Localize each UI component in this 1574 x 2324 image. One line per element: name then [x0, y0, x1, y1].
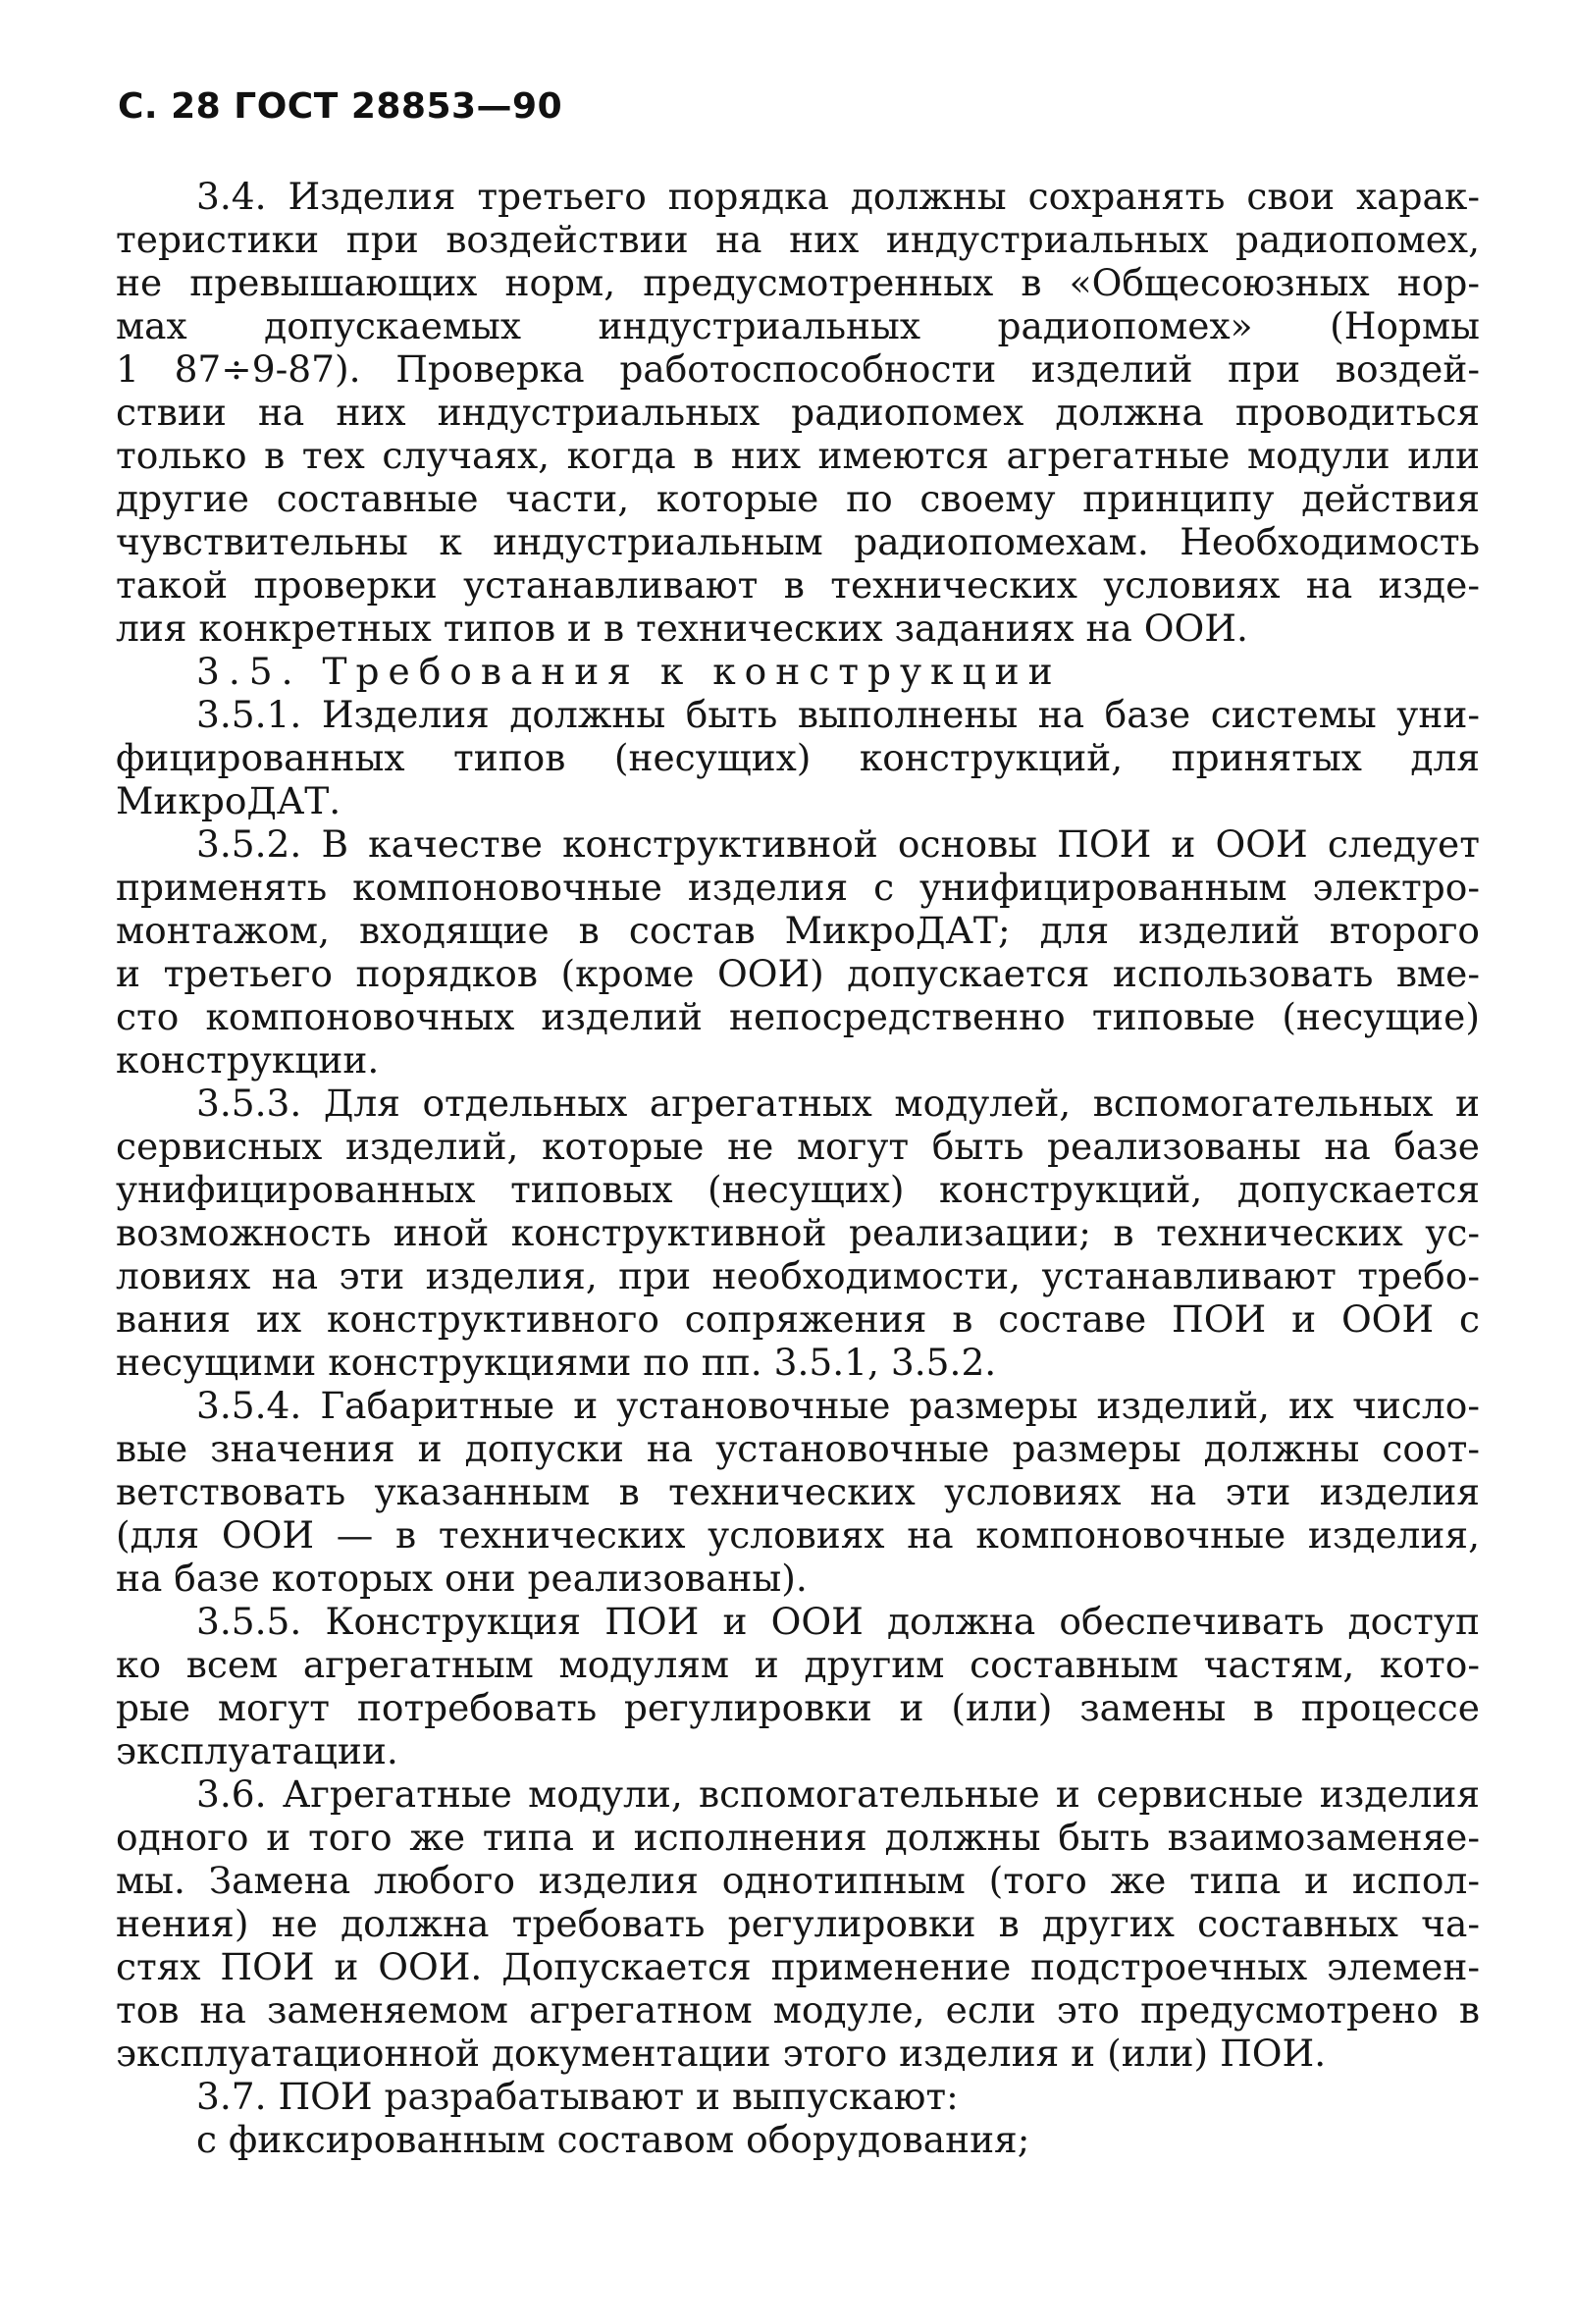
- text-line: только в тех случаях, когда в них имеются агрегатные модули или: [116, 434, 1480, 477]
- text-line: сервисных изделий, которые не могут быть реализованы на базе: [116, 1125, 1480, 1168]
- text-line: ко всем агрегатным модулям и другим составным частям, кото-: [116, 1643, 1480, 1686]
- page-header: С. 28 ГОСТ 28853—90: [118, 86, 563, 127]
- text-line: на базе которых они реализованы).: [116, 1557, 808, 1600]
- text-line: вания их конструктивного сопряжения в составе ПОИ и ООИ с: [116, 1297, 1480, 1341]
- text-line: 3.5.2. В качестве конструктивной основы ПОИ и ООИ следует: [196, 822, 1480, 866]
- text-line: применять компоновочные изделия с унифицированным электро-: [116, 866, 1480, 909]
- text-line: сто компоновочных изделий непосредственно типовые (несущие): [116, 995, 1480, 1038]
- text-line: 3.5.1. Изделия должны быть выполнены на базе системы уни-: [196, 693, 1480, 736]
- text-line: стях ПОИ и ООИ. Допускается применение подстроечных элемен-: [116, 1945, 1480, 1988]
- document-body: [116, 175, 1480, 2161]
- text-line: 3.5.4. Габаритные и установочные размеры изделий, их число-: [196, 1384, 1480, 1427]
- text-line: МикроДАТ.: [116, 779, 341, 822]
- text-line: эксплуатации.: [116, 1729, 398, 1772]
- text-line: унифицированных типовых (несущих) конструкций, допускается: [116, 1168, 1480, 1211]
- text-line: мах допускаемых индустриальных радиопомех» (Нормы: [116, 304, 1480, 347]
- text-line: фицированных типов (несущих) конструкций, принятых для: [116, 736, 1480, 779]
- text-line: монтажом, входящие в состав МикроДАТ; для изделий второго: [116, 909, 1480, 952]
- text-line: ловиях на эти изделия, при необходимости, устанавливают требо-: [116, 1254, 1480, 1297]
- text-line: возможность иной конструктивной реализации; в технических ус-: [116, 1211, 1480, 1254]
- text-line: ветствовать указанным в технических условиях на эти изделия: [116, 1470, 1480, 1513]
- text-line: рые могут потребовать регулировки и (или) замены в процессе: [116, 1686, 1480, 1729]
- text-line: не превышающих норм, предусмотренных в «Общесоюзных нор-: [116, 261, 1480, 304]
- text-line: лия конкретных типов и в технических заданиях на ООИ.: [116, 607, 1248, 650]
- text-line: 3.7. ПОИ разрабатывают и выпускают:: [196, 2075, 959, 2118]
- section-heading: 3.5. Требования к конструкции: [196, 650, 1062, 693]
- text-line: ствии на них индустриальных радиопомех должна проводиться: [116, 391, 1480, 434]
- text-line: 3.5.3. Для отдельных агрегатных модулей, вспомогательных и: [196, 1082, 1480, 1125]
- text-line: с фиксированным составом оборудования;: [196, 2118, 1030, 2161]
- text-line: такой проверки устанавливают в технических условиях на изде-: [116, 563, 1480, 607]
- text-line: чувствительны к индустриальным радиопомехам. Необходимость: [116, 520, 1480, 563]
- text-line: другие составные части, которые по своему принципу действия: [116, 477, 1480, 520]
- text-line: и третьего порядков (кроме ООИ) допускается использовать вме-: [116, 952, 1480, 995]
- text-line: 3.5.5. Конструкция ПОИ и ООИ должна обеспечивать доступ: [196, 1600, 1480, 1643]
- text-line: конструкции.: [116, 1038, 380, 1082]
- text-line: эксплуатационной документации этого изделия и (или) ПОИ.: [116, 2032, 1327, 2075]
- text-line: 3.6. Агрегатные модули, вспомогательные и сервисные изделия: [196, 1772, 1480, 1816]
- text-line: 1 87÷9-87). Проверка работоспособности изделий при воздей-: [116, 347, 1480, 391]
- text-line: теристики при воздействии на них индустриальных радиопомех,: [116, 218, 1480, 261]
- text-line: мы. Замена любого изделия однотипным (того же типа и испол-: [116, 1859, 1480, 1902]
- text-line: вые значения и допуски на установочные размеры должны соот-: [116, 1427, 1480, 1470]
- text-line: 3.4. Изделия третьего порядка должны сохранять свои харак-: [196, 175, 1480, 218]
- text-line: несущими конструкциями по пп. 3.5.1, 3.5.2.: [116, 1341, 997, 1384]
- text-line: одного и того же типа и исполнения должны быть взаимозаменяе-: [116, 1816, 1480, 1859]
- text-line: (для ООИ — в технических условиях на компоновочные изделия,: [116, 1513, 1480, 1557]
- text-line: тов на заменяемом агрегатном модуле, если это предусмотрено в: [116, 1988, 1480, 2032]
- text-line: нения) не должна требовать регулировки в других составных ча-: [116, 1902, 1480, 1945]
